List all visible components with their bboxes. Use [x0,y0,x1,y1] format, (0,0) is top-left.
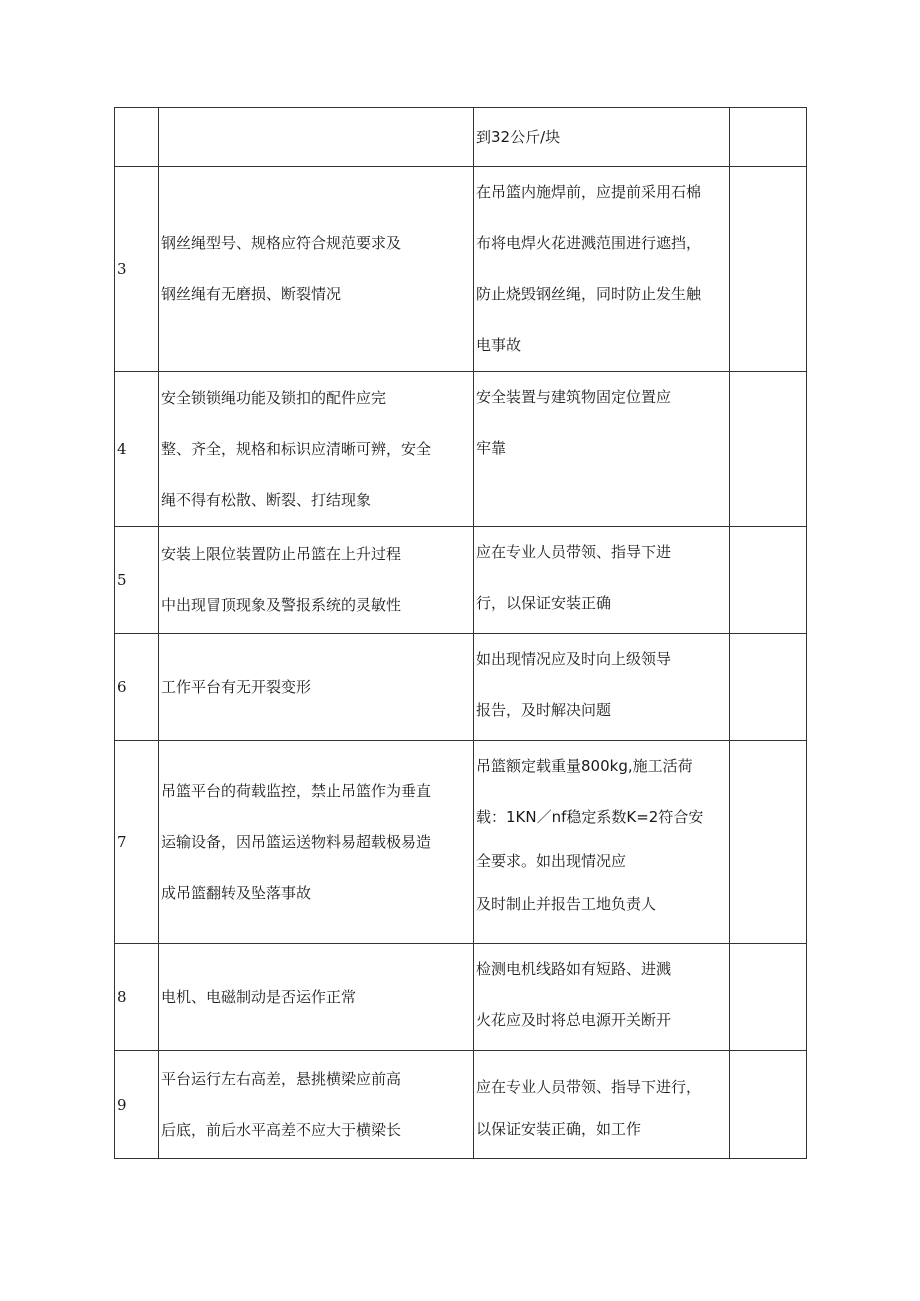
measure-line: 应在专业人员带领、指导下进 [476,543,672,561]
measure-line: 报告，及时解决问题 [476,701,612,719]
table-row [115,741,807,944]
item-line: 钢丝绳型号、规格应符合规范要求及 [161,234,402,252]
inspection-item [159,634,474,741]
item-line: 吊篮平台的荷载监控，禁止吊篮作为垂直 [161,781,432,800]
item-line: 整、齐全，规格和标识应清晰可辨，安全 [161,439,432,458]
measure-line: 行，以保证安装正确 [476,594,612,612]
remark-cell [730,944,807,1051]
measure-line: 牢靠 [476,439,507,457]
remark-cell [730,527,807,634]
table-row [115,167,807,372]
table-row [115,527,807,634]
item-line: 平台运行左右高差，悬挑横梁应前高 [161,1069,402,1088]
row-number [115,108,159,167]
remark-cell [730,167,807,372]
table-row [115,634,807,741]
inspection-item [159,741,474,944]
table-row [115,1051,807,1159]
measure-line: 检测电机线路如有短路、进溅 [476,960,672,978]
row-number: 3 [115,167,159,372]
safety-measure [474,634,730,741]
item-line: 电机、电磁制动是否运作正常 [161,987,357,1006]
remark-cell [730,108,807,167]
measure-line: 应在专业人员带领、指导下进行， [476,1077,702,1096]
measure-line: 在吊篮内施焊前，应提前采用石棉 [476,183,702,201]
measure-line: 电事故 [476,336,522,354]
item-line: 成吊篮翻转及坠落事故 [161,883,312,902]
safety-measure [474,108,730,167]
remark-cell [730,634,807,741]
item-line: 钢丝绳有无磨损、断裂情况 [161,285,342,303]
table-row [115,944,807,1051]
measure-line: 载：1KN／nf稳定系数K=2符合安 [476,808,704,826]
item-line: 安全锁锁绳功能及锁扣的配件应完 [161,388,387,407]
row-number: 4 [115,372,159,527]
measure-line: 吊篮额定载重量800kg,施工活荷 [476,757,693,775]
safety-measure [474,167,730,372]
item-line: 中出现冒顶现象及警报系统的灵敏性 [161,596,402,614]
inspection-item [159,167,474,372]
measure-line: 火花应及时将总电源开关断开 [476,1011,672,1029]
remark-cell [730,741,807,944]
safety-measure [474,741,730,944]
item-line: 后底，前后水平高差不应大于横梁长 [161,1120,402,1139]
inspection-item [159,1051,474,1159]
row-number: 6 [115,634,159,741]
item-line: 工作平台有无开裂变形 [161,677,312,696]
measure-line: 到32公斤/块 [476,127,561,146]
inspection-item [159,944,474,1051]
inspection-table [114,107,807,1159]
table-row [115,372,807,527]
measure-line: 及时制止并报告工地负责人 [476,895,657,913]
remark-cell [730,1051,807,1159]
inspection-item [159,108,474,167]
inspection-item [159,527,474,634]
item-line: 安装上限位装置防止吊篮在上升过程 [161,545,402,563]
inspection-item [159,372,474,527]
safety-measure [474,944,730,1051]
safety-measure [474,527,730,634]
measure-line: 安全装置与建筑物固定位置应 [476,388,672,406]
safety-measure [474,372,730,527]
row-number: 9 [115,1051,159,1159]
measure-line: 全要求。如出现情况应 [476,852,627,870]
measure-line: 布将电焊火花进溅范围进行遮挡， [476,234,702,252]
row-number: 5 [115,527,159,634]
row-number: 8 [115,944,159,1051]
item-line: 绳不得有松散、断裂、打结现象 [161,490,372,509]
table-row [115,108,807,167]
item-line: 运输设备，因吊篮运送物料易超载极易造 [161,832,432,851]
safety-measure [474,1051,730,1159]
measure-line: 以保证安装正确，如工作 [476,1119,642,1138]
remark-cell [730,372,807,527]
row-number: 7 [115,741,159,944]
measure-line: 如出现情况应及时向上级领导 [476,650,672,668]
measure-line: 防止烧毁钢丝绳，同时防止发生触 [476,285,702,303]
